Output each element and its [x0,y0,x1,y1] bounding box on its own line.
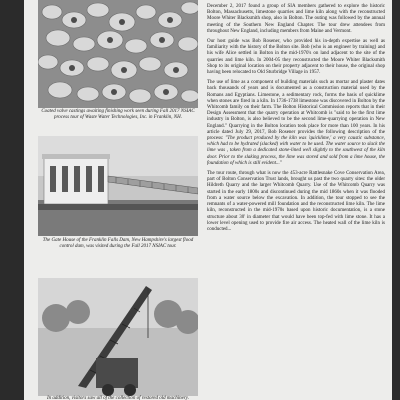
article-body [207,4,385,237]
newsletter-page [24,0,392,400]
gatehouse-photo [38,136,198,236]
article-paragraph-4: The tour route, through what is now the 453-acre Rattlesnake Cove Conservation Area, part of Bolton Conservation Trust lands, brought us past the two quarry sites: the older Hildreth Quarry and the larger Whitcomb Quarry. Use of the Whitcomb Quarry was started in the early 1800s and discontinued during the mid 1860s when it was flooded from a water source below the excavation. In addition, the tour stopped to see the remnants of a water-powered mill foundation and the reconstructed lime kiln. The lime kiln, reconstructed in the mid-1970s based upon historic documentation, is a stone structure about 30' in diameter that would have been top-fed with lime stone. It has a lower level opening used to provide fire air access. The heated wall of the lime kiln is conducted... [207,171,385,232]
machining-chips-photo [38,0,198,108]
article-paragraph-1: December 2, 2017 found a group of SIA members gathered to explore the historic Bolton, Massachusetts, limestone quarries and lime kiln along with the reconstructed Moore Whiter Blacksmith shop, also in Bolton. The outing was followed by the annual meeting of the Southern New England Chapter. The tour drew attendees from throughout New England, including members from Maine and Vermont. [207,4,385,34]
article-paragraph-2: Our host guide was Bob Rosener, who provided his in-depth expertise as well as familiarity with the history of the Bolton site. Bob (who is an engineer by training) and his wife Alice settled in Bolton in the mid-1970's on land adjacent to the site of the quarries and lime kiln. In 2004-05 they reconstructed the Moore Whiter Blacksmith Shop to its original location on their property adjacent to their house, the original shop having been relocated to Old Sturbridge Village in 1957. [207,39,385,76]
article-paragraph-3-text: The use of lime as a component of building materials such as mortar and plaster dates back thousands of years and is documented as a construction material used by the Romans and Egyptians. Limestone, a sedimentary rock, forms the basis of quicklime when stones are fired in a kiln. In 1736-1738 limestone was discovered in Bolton by the Whitcomb family on their farm. The Bolton Historical Commission reports that in their Design Assessment that the quarry operation at Whitcomb is "said to be the first lime industry in Bolton, is also believed to be the second lime-quarrying operation in New England." Quarrying in the Bolton location took place for more than 100 years. In his article dated July 29, 2017, Bob Rosener provides the following description of the process: [207,80,385,142]
photo-caption-3: In addition, visitors saw all of the collection of restored old machinery. [47,396,189,400]
photo-caption-1: Coated valve castings awaiting finishing work seen during Fall 2017 NSIAC process tour of Waste Water Technologies, Inc. in Franklin, NH. [41,109,195,120]
article-quote: "The product produced by the kiln was 'quicklime,' a very caustic substance, which had to be hydrated (slacked) with water to be used. The water source to slack the lime was , taken from a dedicated stone-lined well slightly to the southwest of the kiln door. Prior to the slaking process, the lime was stored and sold from a lime house, the foundation of which is still evident..." [207,136,385,166]
article-paragraph-3 [207,80,385,167]
photo-caption-2: The Gate House of the Franklin Falls Dam, New Hampshire's largest flood control dam, was visited during the Fall 2017 NSIAC tour. [42,238,194,249]
hoist-machinery-photo [38,278,198,396]
